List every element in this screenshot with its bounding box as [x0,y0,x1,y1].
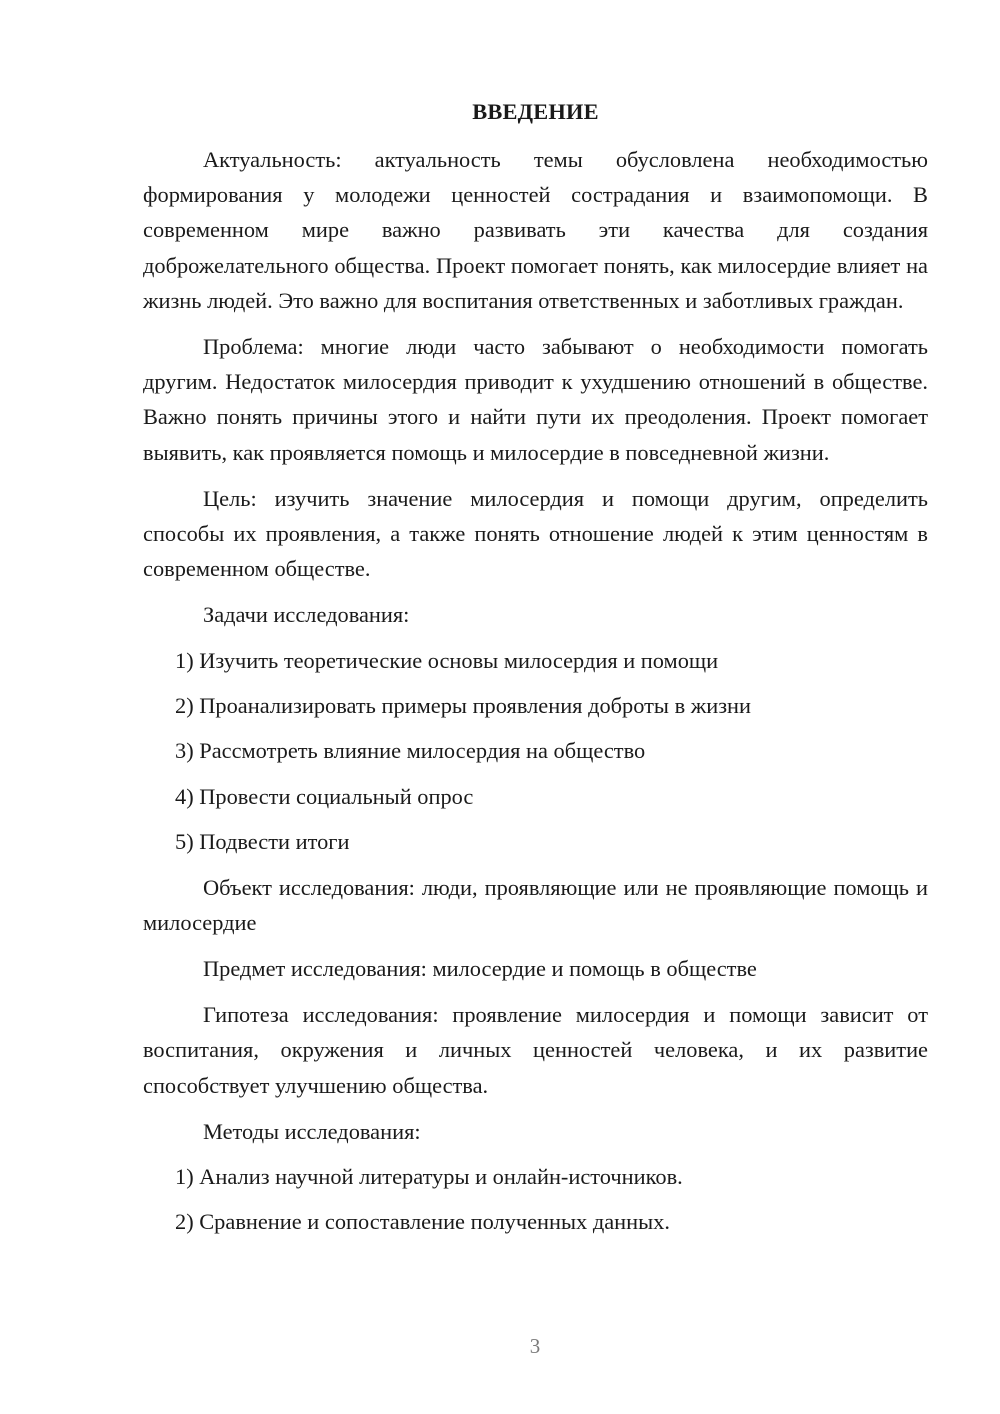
goal-paragraph: Цель: изучить значение милосердия и помощи другим, определить способы их проявления, а также понять отношение людей к этим ценностям в современном обществе. [143,485,928,582]
hypothesis-paragraph: Гипотеза исследования: проявление милосердия и помощи зависит от воспитания, окружения и личных ценностей человека, и их развитие способствует улучшению общества. [143,1002,928,1098]
method-item: 1) Анализ научной литературы и онлайн-источников. [175,1164,683,1190]
problem-paragraph: Проблема: многие люди часто забывают о необходимости помогать другим. Недостаток милосердия приводит к ухудшению отношений в обществе. Важно понять причины этого и найти пути их преодоления. Проект помогает выявить, как проявляется помощь и милосердие в повседневной жизни. [143,334,928,465]
task-item: 2) Проанализировать примеры проявления доброты в жизни [175,693,752,719]
method-item: 2) Сравнение и сопоставление полученных данных. [175,1209,670,1235]
task-item: 1) Изучить теоретические основы милосердия и помощи [175,647,719,673]
methods-list [143,1159,928,1240]
page-title: ВВЕДЕНИЕ [472,99,599,124]
page-number: 3 [529,1334,541,1358]
task-item: 3) Рассмотреть влияние милосердия на общество [175,738,646,764]
tasks-list [143,643,928,860]
page-content [143,94,928,1250]
relevance-paragraph: Актуальность: актуальность темы обусловлена необходимостью формирования у молодежи ценностей сострадания и взаимопомощи. В современном мире важно развивать эти качества для создания доброжелательного общества. Проект помогает понять, как милосердие влияет на жизнь людей. Это важно для воспитания ответственных и заботливых граждан. [143,147,928,313]
methods-heading: Методы исследования: [203,1118,421,1144]
tasks-heading: Задачи исследования: [203,602,410,628]
object-paragraph: Объект исследования: люди, проявляющие или не проявляющие помощь и милосердие [143,874,928,935]
task-item: 5) Подвести итоги [175,829,350,855]
subject-paragraph: Предмет исследования: милосердие и помощь в обществе [203,956,757,981]
task-item: 4) Провести социальный опрос [175,783,474,809]
